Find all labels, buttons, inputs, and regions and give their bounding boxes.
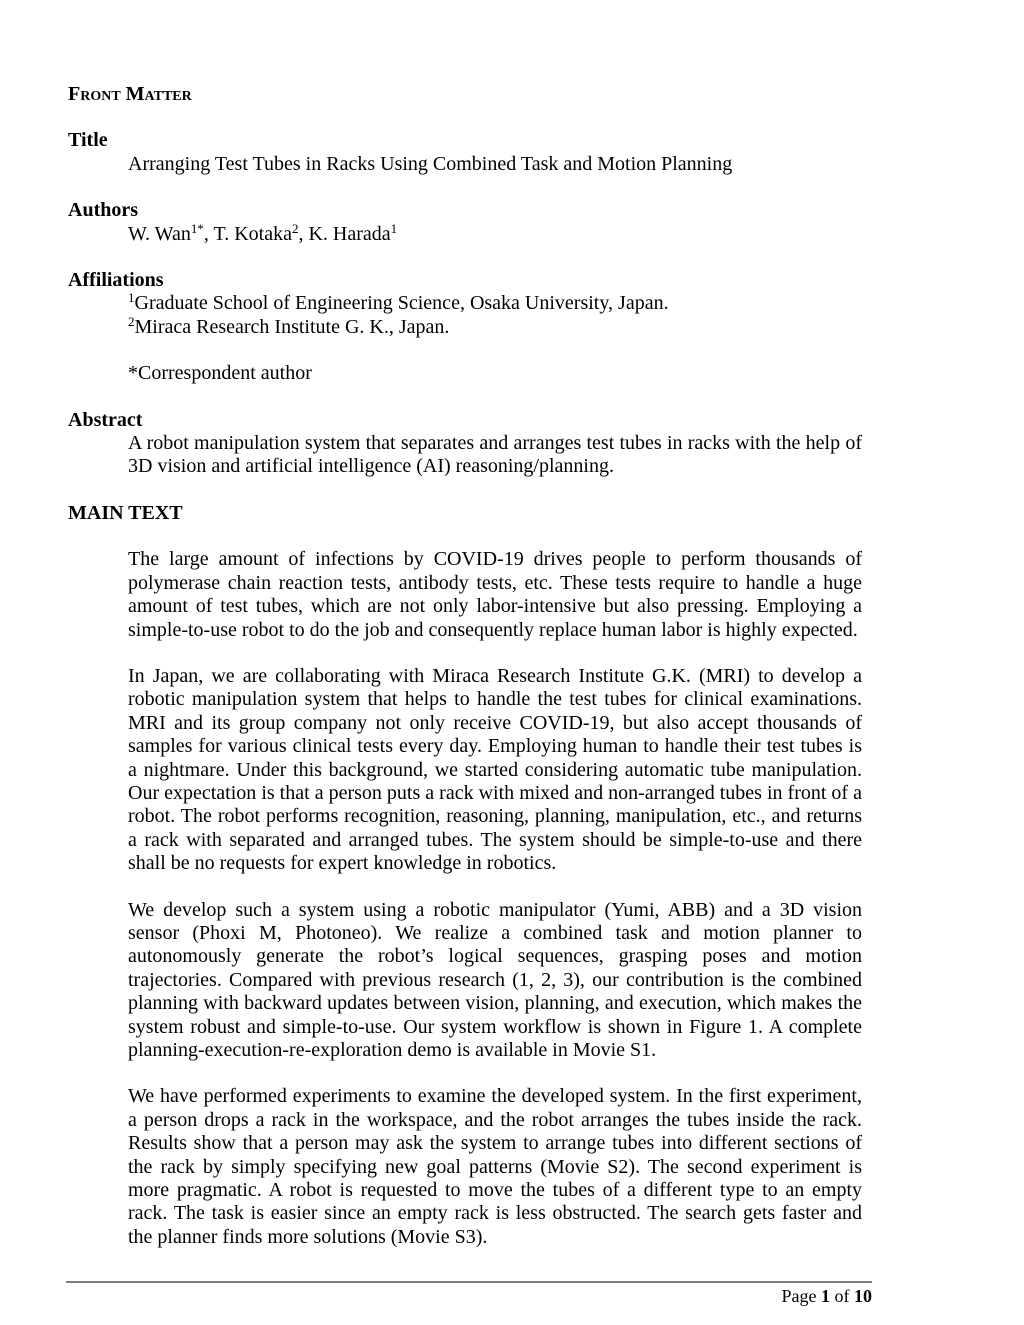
footer-divider (66, 1281, 872, 1283)
affiliation-text: Miraca Research Institute G. K., Japan. (134, 315, 450, 338)
authors-section (0, 199, 1024, 246)
correspondent-note: *Correspondent author (128, 362, 312, 385)
main-text-heading: MAIN TEXT (68, 501, 183, 524)
affiliation-text: Graduate School of Engineering Science, Osaka University, Japan. (134, 292, 669, 315)
author-superscript: 1 (390, 220, 398, 236)
main-text-body (0, 548, 1024, 1249)
footer-total-pages: 10 (854, 1286, 872, 1306)
front-matter-heading: Front Matter (68, 83, 192, 105)
affiliation-superscript: 1 (128, 290, 135, 306)
author-superscript: 1* (190, 220, 204, 236)
abstract-label: Abstract (68, 408, 143, 431)
title-section (0, 129, 1024, 176)
title-label: Title (68, 129, 108, 152)
footer-page-number: 1 (821, 1286, 830, 1306)
footer-page-word: Page (781, 1286, 817, 1306)
author-name: , K. Harada (298, 222, 391, 245)
abstract-text: A robot manipulation system that separates and arranges test tubes in racks with the help of 3D vision and artificial intelligence (AI) reasoning/planning. (128, 432, 862, 478)
affiliation-superscript: 2 (128, 313, 135, 329)
authors-line (128, 220, 862, 246)
page-number-footer (782, 1286, 873, 1306)
footer-of-word: of (834, 1286, 850, 1306)
abstract-section (0, 409, 1024, 479)
author-name: W. Wan (128, 222, 191, 245)
affiliations-label: Affiliations (68, 269, 164, 292)
affiliation-item (128, 292, 862, 315)
authors-label: Authors (68, 199, 139, 222)
main-text-paragraph: We develop such a system using a robotic manipulator (Yumi, ABB) and a 3D vision sensor (Phoxi M, Photoneo). We realize a combined task and motion planner to autonomously generate the robot’s logical sequences, grasping poses and motion trajectories. Compared with previous research (1, 2, 3), our contribution is the combined planning with backward updates between vision, planning, and execution, which makes the system robust and simple-to-use. Our system workflow is shown in Figure 1. A complete planning-execution-re-exploration demo is available in Movie S1. (128, 898, 862, 1061)
author-superscript: 2 (291, 220, 299, 236)
main-text-paragraph: The large amount of infections by COVID-19 drives people to perform thousands of polymerase chain reaction tests, antibody tests, etc. These tests require to handle a huge amount of test tubes, which are not only labor-intensive but also pressing. Employing a simple-to-use robot to do the job and consequently replace human labor is highly expected. (128, 548, 862, 641)
affiliations-section (0, 269, 1024, 339)
affiliation-item (128, 313, 862, 339)
main-text-paragraph: We have performed experiments to examine the developed system. In the first experiment, a person drops a rack in the workspace, and the robot arranges the tubes inside the rack. Results show that a person may ask the system to arrange tubes into different sections of the rack by simply specifying new goal patterns (Movie S2). The second experiment is more pragmatic. A robot is requested to move the tubes of a different type to an empty rack. The task is easier since an empty rack is less obstructed. The search gets faster and the planner finds more solutions (Movie S3). (128, 1085, 862, 1248)
author-name: , T. Kotaka (203, 222, 292, 245)
main-text-paragraph: In Japan, we are collaborating with Miraca Research Institute G.K. (MRI) to develop a robotic manipulation system that helps to handle the test tubes for clinical examinations. MRI and its group company not only receive COVID-19, but also accept thousands of samples for various clinical tests every day. Employing human to handle their test tubes is a nightmare. Under this background, we started considering automatic tube manipulation. Our expectation is that a person puts a rack with mixed and non-arranged tubes in front of a robot. The robot performs recognition, reasoning, planning, manipulation, etc., and returns a rack with separated and arranged tubes. The system should be simple-to-use and there shall be no requests for expert knowledge in robotics. (128, 664, 862, 875)
paper-title: Arranging Test Tubes in Racks Using Combined Task and Motion Planning (128, 152, 733, 175)
